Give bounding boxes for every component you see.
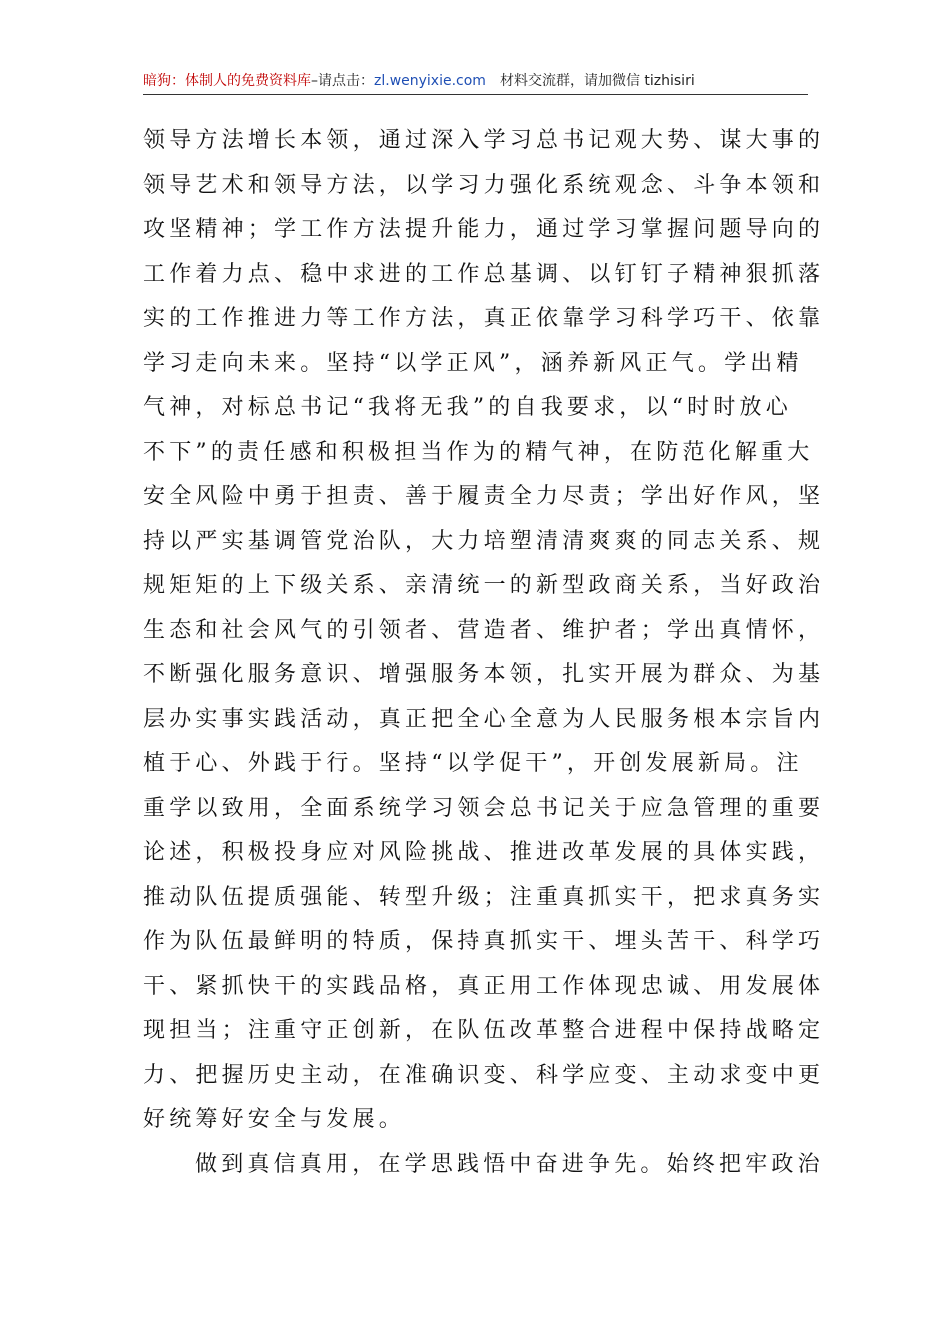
text-line: 实的工作推进力等工作方法，真正依靠学习科学巧干、依靠 <box>143 306 825 331</box>
text-line: 持以严实基调管党治队，大力培塑清清爽爽的同志关系、规 <box>143 528 825 554</box>
header-group-note: 材料交流群，请加微信 tizhisiri <box>499 73 695 89</box>
text-line: 干、紧抓快干的实践品格，真正用工作体现忠诚、用发展体 <box>143 973 825 999</box>
text-line: 学习走向未来。坚持“以学正风”，涵养新风正气。学出精 <box>143 350 803 376</box>
text-line: 论述，积极投身应对风险挑战、推进改革发展的具体实践， <box>143 840 825 865</box>
text-line: 攻坚精神；学工作方法提升能力，通过学习掌握问题导向的 <box>143 217 825 242</box>
text-line: 生态和社会风气的引领者、营造者、维护者；学出真情怀， <box>143 617 825 643</box>
body-text <box>143 119 825 1187</box>
text-line: 层办实事实践活动，真正把全心全意为人民服务根本宗旨内 <box>143 706 825 732</box>
text-line: 不断强化服务意识、增强服务本领，扎实开展为群众、为基 <box>143 662 825 687</box>
header-divider <box>143 94 808 95</box>
text-line: 领导艺术和领导方法，以学习力强化系统观念、斗争本领和 <box>143 172 825 198</box>
text-line: 植于心、外践于行。坚持“以学促干”，开创发展新局。注 <box>143 751 803 776</box>
text-line: 规矩矩的上下级关系、亲清统一的新型政商关系，当好政治 <box>143 573 825 598</box>
text-line: 安全风险中勇于担责、善于履责全力尽责；学出好作风，坚 <box>143 484 825 509</box>
text-line: 气神，对标总书记“我将无我”的自我要求，以“时时放心 <box>143 395 792 420</box>
text-line: 推动队伍提质强能、转型升级；注重真抓实干，把求真务实 <box>143 884 825 910</box>
text-line: 作为队伍最鲜明的特质，保持真抓实干、埋头苦干、科学巧 <box>143 929 825 954</box>
text-line: 力、把握历史主动，在准确识变、科学应变、主动求变中更 <box>143 1062 825 1088</box>
text-line: 工作着力点、稳中求进的工作总基调、以钉钉子精神狠抓落 <box>143 261 825 287</box>
text-line: 好统筹好安全与发展。 <box>143 1107 406 1132</box>
header-brand: 暗狗：体制人的免费资料库 <box>143 73 311 89</box>
header-link-label: –请点击： <box>311 73 374 89</box>
header-link[interactable]: zl.wenyixie.com <box>374 73 486 89</box>
text-line: 重学以致用，全面系统学习领会总书记关于应急管理的重要 <box>143 795 825 821</box>
paragraph-start-line: 做到真信真用，在学思践悟中奋进争先。始终把牢政治 <box>195 1151 824 1177</box>
text-line: 领导方法增长本领，通过深入学习总书记观大势、谋大事的 <box>143 128 825 153</box>
text-line: 不下”的责任感和积极担当作为的精气神，在防范化解重大 <box>143 439 814 465</box>
text-line: 现担当；注重守正创新，在队伍改革整合进程中保持战略定 <box>143 1018 825 1043</box>
page-header <box>143 68 808 94</box>
